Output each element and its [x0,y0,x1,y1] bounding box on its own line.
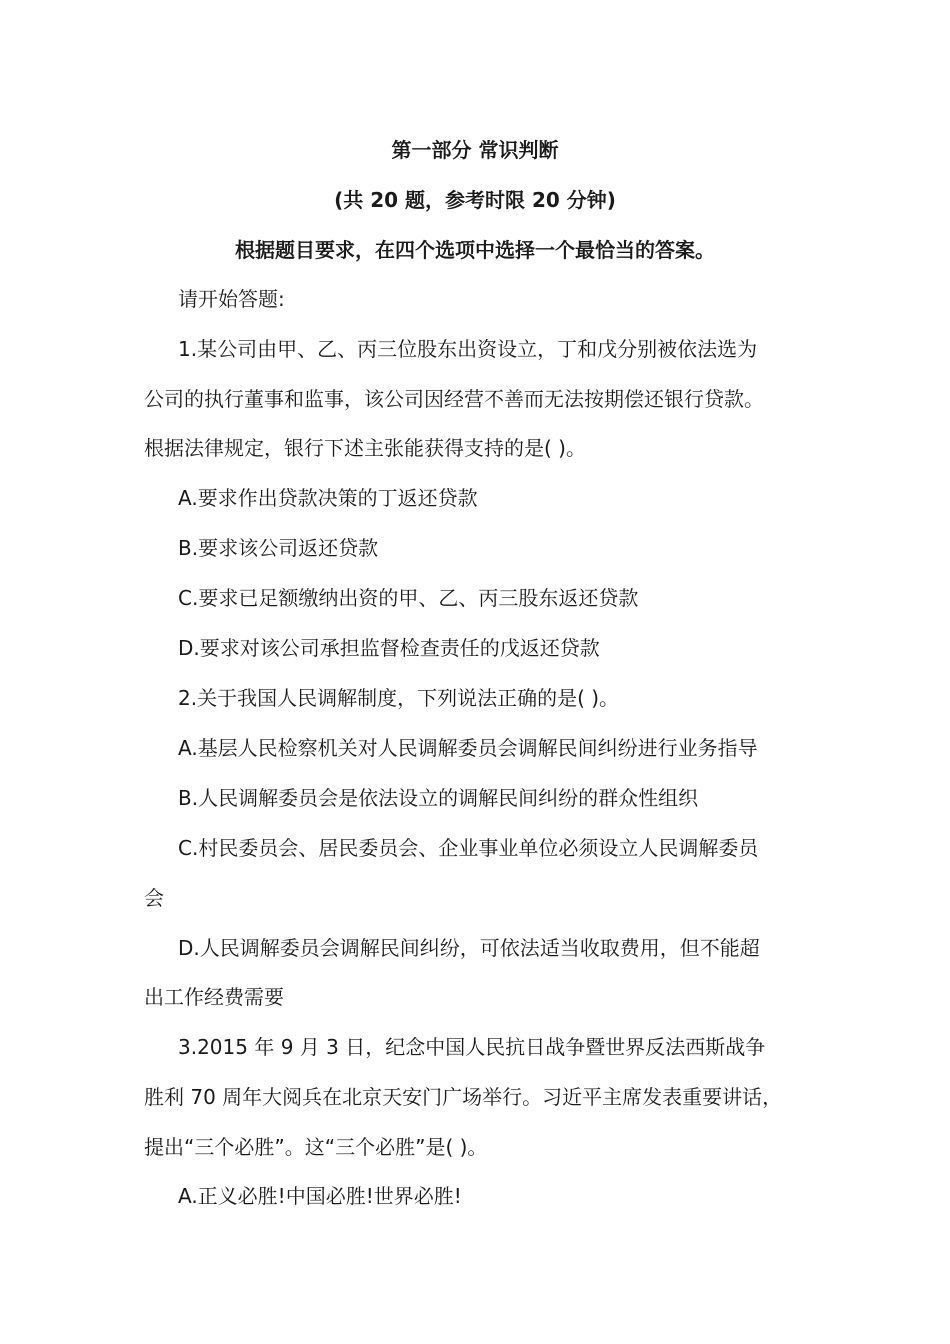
question-1-option-d: D.要求对该公司承担监督检查责任的戊返还贷款 [178,636,600,660]
question-1-stem-line-2: 公司的执行董事和监事，该公司因经营不善而无法按期偿还银行贷款。 [144,387,764,411]
question-2-option-c-line-2: 会 [144,886,164,910]
question-3-option-a: A.正义必胜!中国必胜!世界必胜! [178,1184,462,1208]
question-1-option-c: C.要求已足额缴纳出资的甲、乙、丙三股东返还贷款 [178,586,639,610]
section-subtitle: (共 20 题，参考时限 20 分钟) [334,188,616,212]
question-3-stem-line-3: 提出“三个必胜”。这“三个必胜”是( )。 [144,1135,488,1159]
intro-text: 请开始答题: [178,287,285,311]
section-instruction: 根据题目要求，在四个选项中选择一个最恰当的答案。 [235,238,715,262]
section-title: 第一部分 常识判断 [391,138,559,162]
question-1-stem-line-3: 根据法律规定，银行下述主张能获得支持的是( )。 [144,436,586,460]
question-3-stem-line-2: 胜利 70 周年大阅兵在北京天安门广场举行。习近平主席发表重要讲话， [144,1085,783,1109]
question-2-option-d-line-1: D.人民调解委员会调解民间纠纷，可依法适当收取费用，但不能超 [178,936,760,960]
question-2-option-b: B.人民调解委员会是依法设立的调解民间纠纷的群众性组织 [178,786,699,810]
question-1-stem-line-1: 1.某公司由甲、乙、丙三位股东出资设立，丁和戊分别被依法选为 [178,337,758,361]
question-1-option-a: A.要求作出贷款决策的丁返还贷款 [178,486,478,510]
question-2-stem-line-1: 2.关于我国人民调解制度，下列说法正确的是( )。 [178,686,620,710]
question-2-option-c-line-1: C.村民委员会、居民委员会、企业事业单位必须设立人民调解委员 [178,836,759,860]
question-2-option-a: A.基层人民检察机关对人民调解委员会调解民间纠纷进行业务指导 [178,736,758,760]
question-3-stem-line-1: 3.2015 年 9 月 3 日，纪念中国人民抗日战争暨世界反法西斯战争 [178,1035,766,1059]
question-1-option-b: B.要求该公司返还贷款 [178,536,379,560]
question-2-option-d-line-2: 出工作经费需要 [144,985,284,1009]
